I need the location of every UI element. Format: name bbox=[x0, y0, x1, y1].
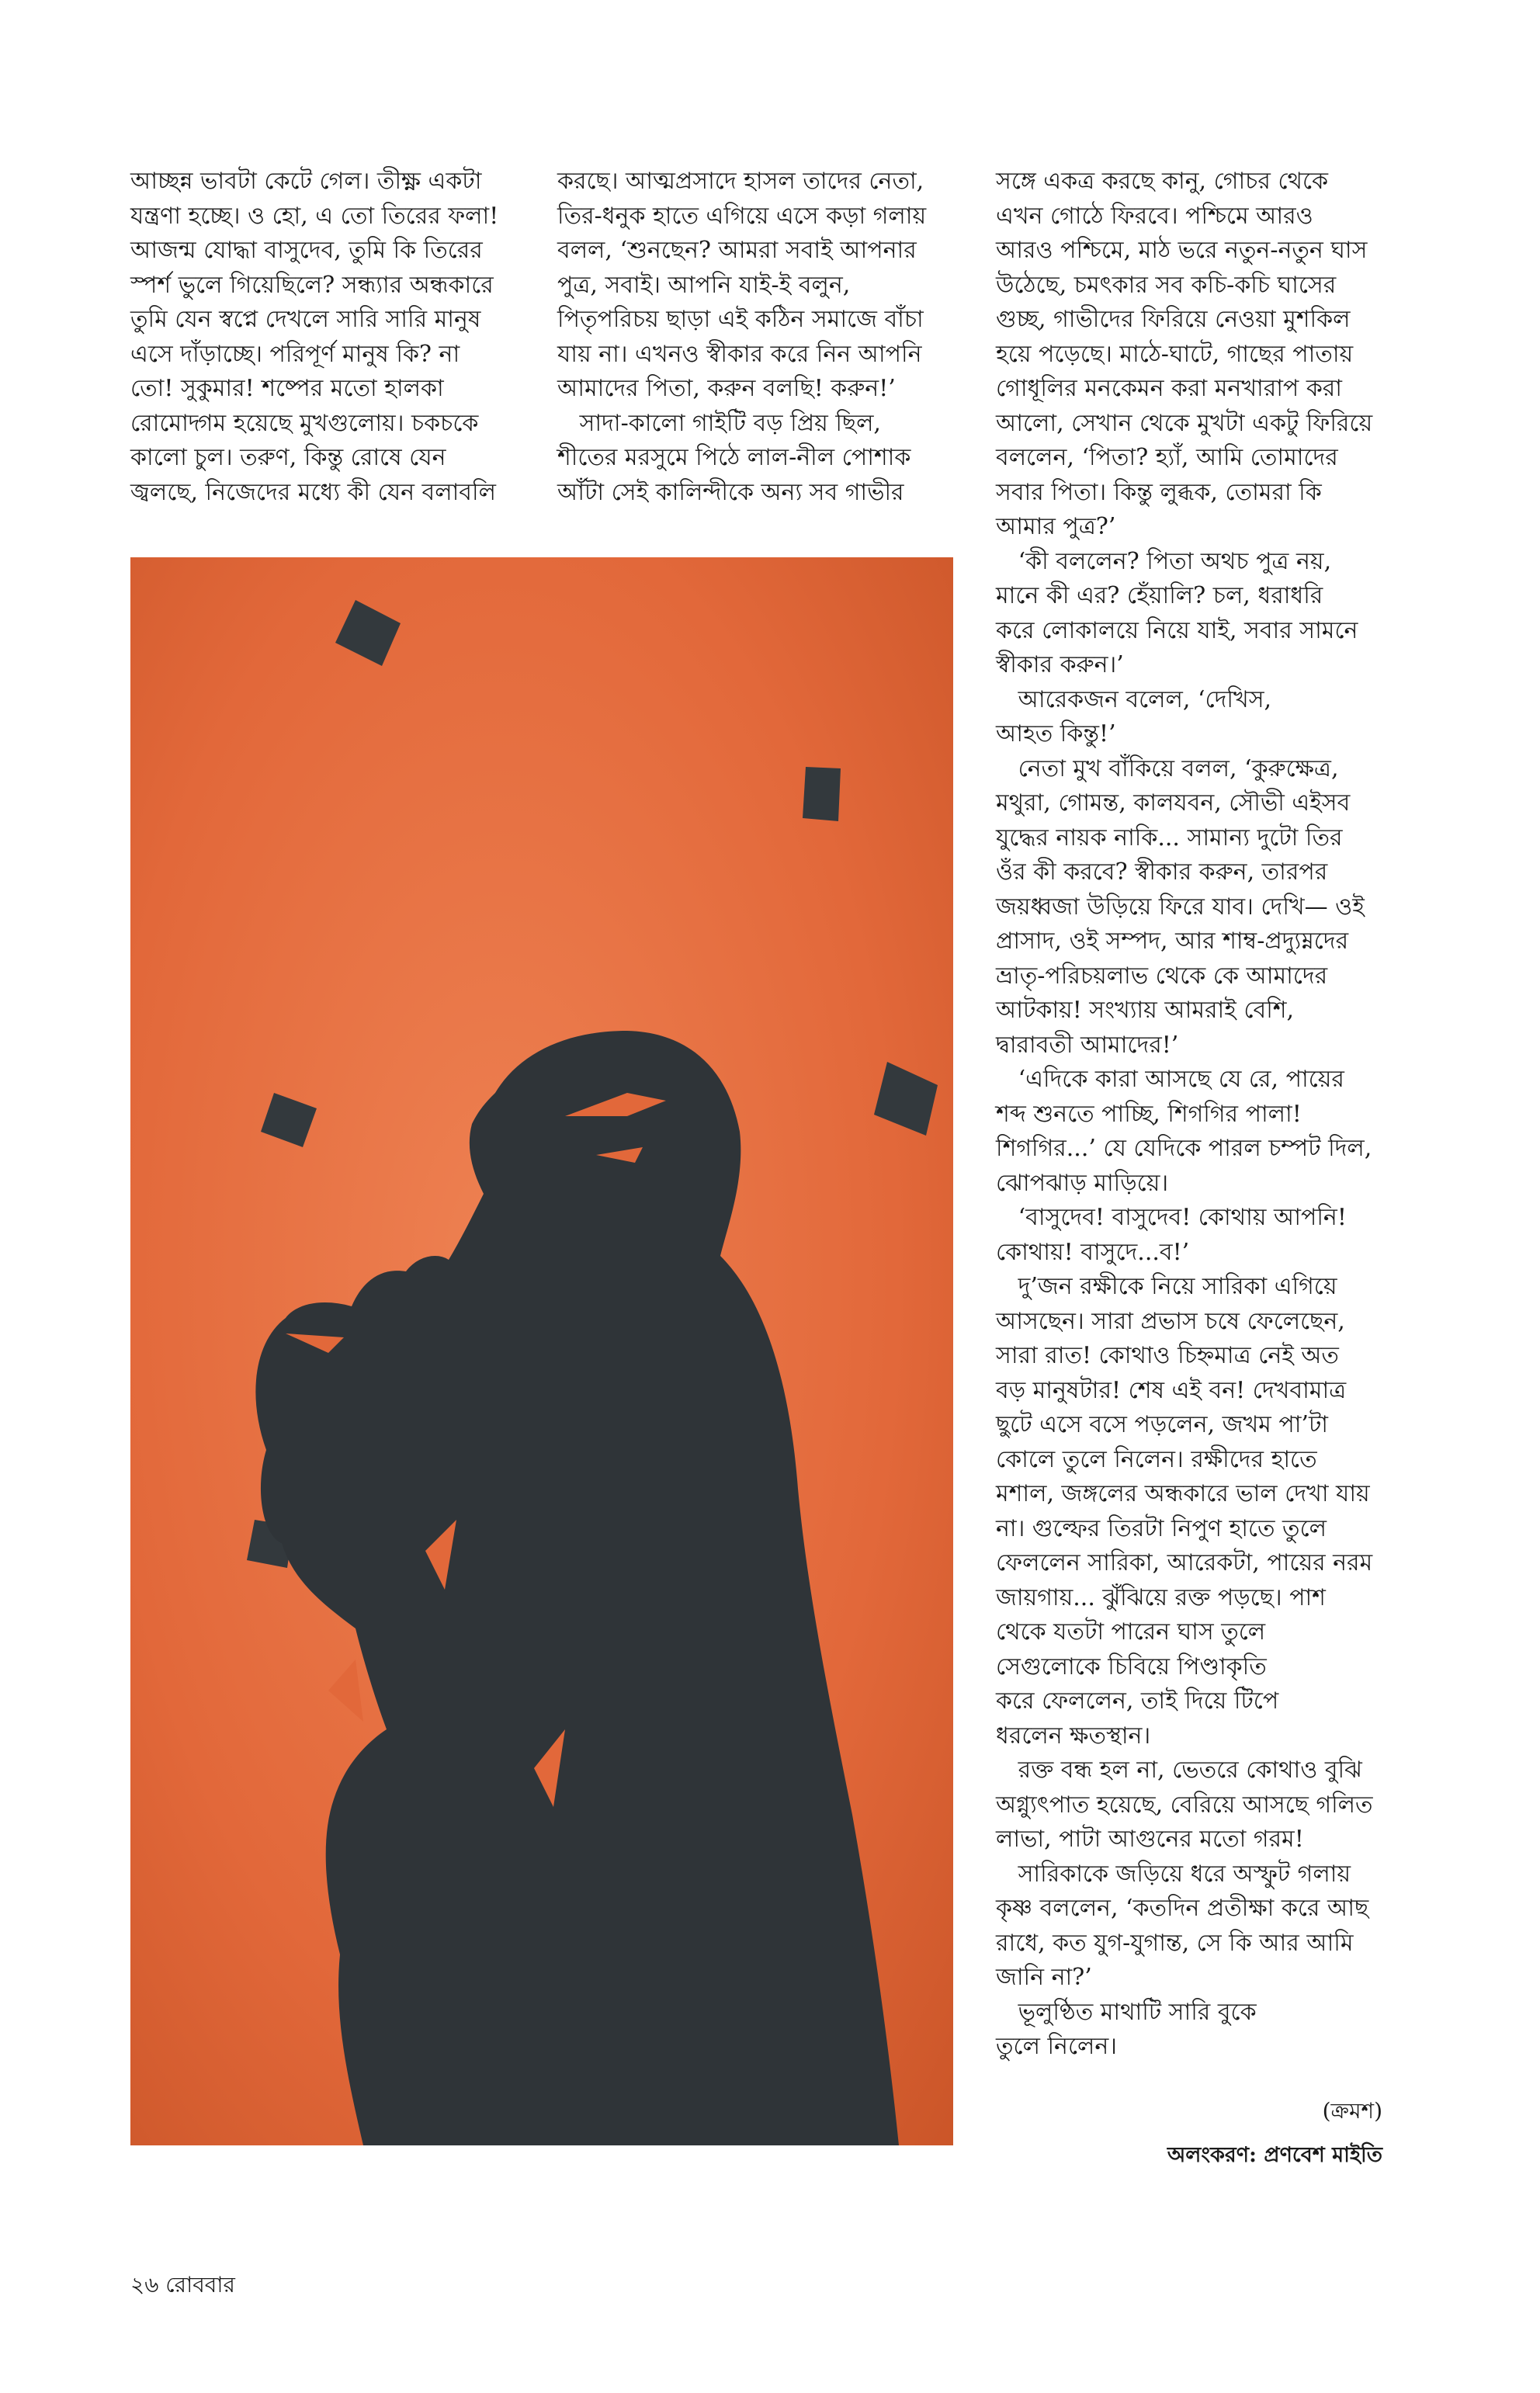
text-line: করে লোকালয়ে নিয়ে যাই, সবার সামনে bbox=[996, 616, 1358, 644]
text-line: মথুরা, গোমন্ত, কালযবন, সৌভী এইসব bbox=[996, 789, 1351, 817]
text-line: এখন গোঠে ফিরবে। পশ্চিমে আরও bbox=[996, 202, 1313, 230]
text-line: আমাদের পিতা, করুন বলছি! করুন!’ bbox=[557, 375, 896, 402]
text-line: বড় মানুষটার! শেষ এই বন! দেখবামাত্র bbox=[996, 1376, 1347, 1404]
text-line: যায় না। এখনও স্বীকার করে নিন আপনি bbox=[557, 340, 922, 368]
text-line: সাদা-কালো গাইটি বড় প্রিয় ছিল, bbox=[557, 409, 881, 437]
text-line: করছে। আত্মপ্রসাদে হাসল তাদের নেতা, bbox=[557, 168, 924, 195]
text-line: স্পর্শ ভুলে গিয়েছিলে? সন্ধ্যার অন্ধকারে bbox=[130, 271, 494, 299]
text-line: করে ফেললেন, তাই দিয়ে টিপে bbox=[996, 1687, 1279, 1715]
text-column-3 bbox=[996, 165, 1415, 2065]
text-line: ফেললেন সারিকা, আরেকটা, পায়ের নরম bbox=[996, 1549, 1373, 1576]
text-line: ছুটে এসে বসে পড়লেন, জখম পা’টা bbox=[996, 1411, 1329, 1438]
text-line: জয়ধ্বজা উড়িয়ে ফিরে যাব। দেখি— ওই bbox=[996, 893, 1365, 921]
text-line: মশাল, জঙ্গলের অন্ধকারে ভাল দেখা যায় bbox=[996, 1480, 1370, 1507]
text-line: তুমি যেন স্বপ্নে দেখলে সারি সারি মানুষ bbox=[130, 306, 481, 333]
to-be-continued-label: (ক্রমশ) bbox=[1322, 2098, 1382, 2124]
text-line: রাধে, কত যুগ-যুগান্ত, সে কি আর আমি bbox=[996, 1929, 1354, 1957]
text-line: সারিকাকে জড়িয়ে ধরে অস্ফুট গলায় bbox=[996, 1860, 1351, 1888]
text-line: সেগুলোকে চিবিয়ে পিণ্ডাকৃতি bbox=[996, 1653, 1267, 1680]
text-line: থেকে যতটা পারেন ঘাস তুলে bbox=[996, 1618, 1266, 1646]
text-line: শীতের মরসুমে পিঠে লাল-নীল পোশাক bbox=[557, 444, 911, 471]
square-2 bbox=[803, 767, 841, 821]
text-line: ‘বাসুদেব! বাসুদেব! কোথায় আপনি! bbox=[996, 1204, 1347, 1231]
text-line: গুচ্ছ, গাভীদের ফিরিয়ে নেওয়া মুশকিল bbox=[996, 306, 1351, 333]
text-line: আটকায়! সংখ্যায় আমরাই বেশি, bbox=[996, 997, 1295, 1024]
text-line: জায়গায়... ঝুঁঝিয়ে রক্ত পড়ছে। পাশ bbox=[996, 1583, 1326, 1611]
text-line: লাভা, পাটা আগুনের মতো গরম! bbox=[996, 1826, 1304, 1853]
text-line: পিতৃপরিচয় ছাড়া এই কঠিন সমাজে বাঁচা bbox=[557, 306, 924, 333]
text-line: পুত্র, সবাই। আপনি যাই-ই বলুন, bbox=[557, 271, 851, 299]
text-line: ঝোপঝাড় মাড়িয়ে। bbox=[996, 1169, 1169, 1197]
text-line: ‘এদিকে কারা আসছে যে রে, পায়ের bbox=[996, 1066, 1344, 1093]
text-line: না। গুল্ফের তিরটা নিপুণ হাতে তুলে bbox=[996, 1514, 1327, 1542]
text-line: ধরলেন ক্ষতস্থান। bbox=[996, 1722, 1151, 1750]
text-line: শব্দ শুনতে পাচ্ছি, শিগগির পালা! bbox=[996, 1100, 1302, 1128]
text-column-1 bbox=[130, 165, 519, 510]
text-line: কৃষ্ণ বললেন, ‘কতদিন প্রতীক্ষা করে আছ bbox=[996, 1895, 1369, 1922]
text-line: আঁটা সেই কালিন্দীকে অন্য সব গাভীর bbox=[557, 478, 904, 506]
page-footer: ২৬ রোববার bbox=[130, 2272, 235, 2298]
text-line: কোথায়! বাসুদে...ব!’ bbox=[996, 1238, 1190, 1266]
text-line: কোলে তুলে নিলেন। রক্ষীদের হাতে bbox=[996, 1445, 1317, 1473]
text-line: জ্বলছে, নিজেদের মধ্যে কী যেন বলাবলি bbox=[130, 478, 496, 506]
text-line: শিগগির...’ যে যেদিকে পারল চম্পট দিল, bbox=[996, 1135, 1372, 1162]
text-line: কালো চুল। তরুণ, কিন্তু রোষে যেন bbox=[130, 444, 446, 471]
text-line: রক্ত বন্ধ হল না, ভেতরে কোথাও বুঝি bbox=[996, 1757, 1362, 1784]
text-line: আহত কিন্তু!’ bbox=[996, 720, 1116, 747]
text-line: সঙ্গে একত্র করছে কানু, গোচর থেকে bbox=[996, 168, 1329, 195]
text-line: ওঁর কী করবে? স্বীকার করুন, তারপর bbox=[996, 858, 1328, 886]
text-line: যন্ত্রণা হচ্ছে। ও হো, এ তো তিরের ফলা! bbox=[130, 202, 499, 230]
text-line: যুদ্ধের নায়ক নাকি... সামান্য দুটো তির bbox=[996, 824, 1343, 851]
text-line: হয়ে পড়েছে। মাঠে-ঘাটে, গাছের পাতায় bbox=[996, 340, 1354, 368]
text-line: বলল, ‘শুনছেন? আমরা সবাই আপনার bbox=[557, 237, 917, 264]
text-line: সবার পিতা। কিন্তু লুব্ধক, তোমরা কি bbox=[996, 478, 1322, 506]
text-line: তুলে নিলেন। bbox=[996, 2033, 1117, 2060]
text-line: আচ্ছন্ন ভাবটা কেটে গেল। তীক্ষ্ণ একটা bbox=[130, 168, 482, 195]
text-line: আসছেন। সারা প্রভাস চষে ফেলেছেন, bbox=[996, 1307, 1345, 1335]
text-line: প্রাসাদ, ওই সম্পদ, আর শাম্ব-প্রদ্যুম্নদের bbox=[996, 928, 1349, 955]
text-line: বললেন, ‘পিতা? হ্যাঁ, আমি তোমাদের bbox=[996, 444, 1338, 471]
text-line: রোমোদ্গম হয়েছে মুখগুলোয়। চকচকে bbox=[130, 409, 479, 437]
text-line: আরও পশ্চিমে, মাঠ ভরে নতুন-নতুন ঘাস bbox=[996, 237, 1368, 264]
text-line: ‘কী বললেন? পিতা অথচ পুত্র নয়, bbox=[996, 547, 1332, 575]
text-line: দ্বারাবতী আমাদের!’ bbox=[996, 1031, 1179, 1059]
text-line: এসে দাঁড়াচ্ছে। পরিপূর্ণ মানুষ কি? না bbox=[130, 340, 460, 368]
text-line: নেতা মুখ বাঁকিয়ে বলল, ‘কুরুক্ষেত্র, bbox=[996, 754, 1339, 782]
text-line: আজন্ম যোদ্ধা বাসুদেব, তুমি কি তিরের bbox=[130, 237, 483, 264]
text-line: তির-ধনুক হাতে এগিয়ে এসে কড়া গলায় bbox=[557, 202, 927, 230]
text-line: জানি না?’ bbox=[996, 1964, 1092, 1991]
text-line: আরেকজন বলেল, ‘দেখিস, bbox=[996, 685, 1272, 713]
text-line: স্বীকার করুন।’ bbox=[996, 651, 1124, 678]
illustration-credit: অলংকরণ: প্রণবেশ মাইতি bbox=[1167, 2143, 1382, 2167]
text-line: তো! সুকুমার! শষ্পের মতো হালকা bbox=[130, 375, 444, 402]
text-line: গোধূলির মনকেমন করা মনখারাপ করা bbox=[996, 375, 1343, 402]
text-line: আমার পুত্র?’ bbox=[996, 513, 1116, 540]
text-line: অগ্ন্যুৎপাত হয়েছে, বেরিয়ে আসছে গলিত bbox=[996, 1791, 1373, 1819]
text-line: দু’জন রক্ষীকে নিয়ে সারিকা এগিয়ে bbox=[996, 1273, 1337, 1300]
text-line: ভূলুণ্ঠিত মাথাটি সারি বুকে bbox=[996, 1998, 1257, 2026]
text-column-2 bbox=[557, 165, 961, 510]
text-line: উঠেছে, চমৎকার সব কচি-কচি ঘাসের bbox=[996, 271, 1337, 299]
text-line: ভ্রাতৃ-পরিচয়লাভ থেকে কে আমাদের bbox=[996, 962, 1328, 990]
text-line: আলো, সেখান থেকে মুখটা একটু ফিরিয়ে bbox=[996, 409, 1373, 437]
text-line: সারা রাত! কোথাও চিহ্নমাত্র নেই অত bbox=[996, 1342, 1339, 1369]
illustration bbox=[130, 557, 953, 2145]
text-line: মানে কী এর? হেঁয়ালি? চল, ধরাধরি bbox=[996, 582, 1323, 609]
